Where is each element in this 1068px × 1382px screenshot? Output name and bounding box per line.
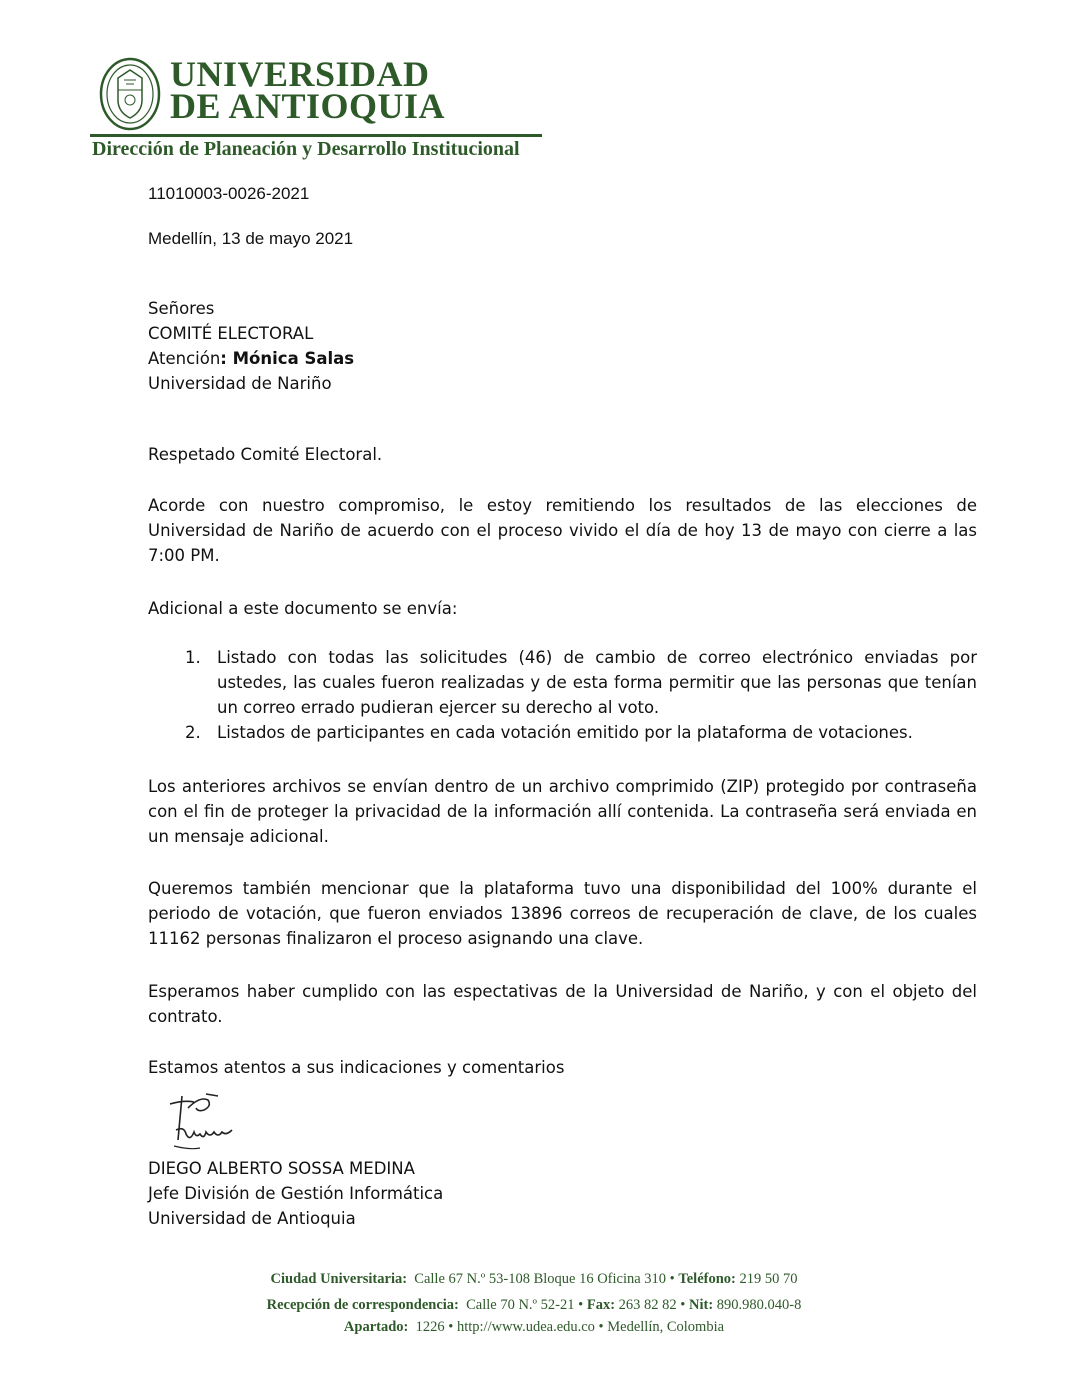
place-date: Medellín, 13 de mayo 2021 (148, 229, 354, 248)
footer-line-3 (0, 1319, 1068, 1336)
signer-name: DIEGO ALBERTO SOSSA MEDINA (148, 1159, 415, 1178)
paragraph-results: Acorde con nuestro compromiso, le estoy remitiendo los resultados de las elecciones de Universidad de Nariño de acuerdo con el proceso vivido el día de hoy 13 de mayo con cierre a las 7:00 PM. (148, 496, 977, 565)
signer-block (148, 1156, 443, 1231)
list-item-number: 1. (185, 648, 201, 667)
header-divider (90, 134, 542, 137)
footer-text: 890.980.040-8 (716, 1297, 802, 1313)
footer-label: Fax: (586, 1297, 616, 1313)
signer-title: Jefe División de Gestión Informática (148, 1184, 444, 1203)
footer-label: Recepción de correspondencia: (266, 1297, 459, 1313)
footer-label: Teléfono: (678, 1271, 736, 1287)
list-item-text: Listados de participantes en cada votación emitido por la plataforma de votaciones. (217, 723, 913, 742)
list-item (148, 645, 977, 720)
reference-number: 11010003-0026-2021 (148, 184, 310, 203)
footer-text: Calle 70 N.º 52-21 • (466, 1297, 584, 1313)
list-item-number: 2. (185, 723, 201, 742)
attention-name: Mónica Salas (232, 349, 355, 368)
paragraph-attachments-intro: Adicional a este documento se envía: (148, 599, 458, 618)
closing-line: Estamos atentos a sus indicaciones y comentarios (148, 1058, 565, 1077)
list-item (148, 720, 977, 745)
handwritten-signature (160, 1090, 250, 1160)
university-seal-icon (98, 56, 162, 132)
signer-institution: Universidad de Antioquia (148, 1209, 356, 1228)
footer-line-2 (0, 1297, 1068, 1314)
attachments-list (148, 645, 977, 745)
attention-colon: : (220, 349, 233, 368)
footer-label: Apartado: (343, 1319, 409, 1335)
department-name: Dirección de Planeación y Desarrollo Institucional (92, 138, 520, 160)
attention-label: Atención (148, 349, 221, 368)
footer-text: 219 50 70 (739, 1271, 798, 1287)
recipient-salutation: Señores (148, 299, 215, 318)
paragraph-zip-files: Los anteriores archivos se envían dentro de un archivo comprimido (ZIP) protegido por contraseña con el fin de proteger la privacidad de la información allí contenida. La contraseña será enviada en un mensaje adicional. (148, 777, 977, 846)
footer-text: 263 82 82 • (618, 1297, 686, 1313)
university-name-line2: DE ANTIOQUIA (170, 86, 446, 126)
letterhead (90, 52, 560, 162)
university-name (170, 54, 446, 126)
paragraph-platform-stats: Queremos también mencionar que la plataforma tuvo una disponibilidad del 100% durante el periodo de votación, que fueron enviados 13896 correos de recuperación de clave, de los cuales 11162 personas finalizaron el proceso asignando una clave. (148, 879, 977, 948)
recipient-attention (148, 346, 354, 371)
recipient-institution: Universidad de Nariño (148, 374, 332, 393)
footer-label: Ciudad Universitaria: (270, 1271, 408, 1287)
footer-line-1 (0, 1271, 1068, 1288)
footer-text: 1226 • http://www.udea.edu.co • Medellín, Colombia (415, 1319, 725, 1335)
footer-text: Calle 67 N.º 53-108 Bloque 16 Oficina 310 • (414, 1271, 675, 1287)
university-name-line1: UNIVERSIDAD (170, 54, 430, 94)
list-item-text: Listado con todas las solicitudes (46) de cambio de correo electrónico enviadas por ustedes, las cuales fueron realizadas y de esta forma permitir que las personas que tenían un correo errado pudieran ejercer su derecho al voto. (217, 648, 977, 717)
paragraph-expectations: Esperamos haber cumplido con las espectativas de la Universidad de Nariño, y con el objeto del contrato. (148, 982, 977, 1026)
recipient-committee: COMITÉ ELECTORAL (148, 324, 314, 343)
footer-label: Nit: (688, 1297, 714, 1313)
recipient-block (148, 296, 354, 396)
greeting: Respetado Comité Electoral. (148, 445, 383, 464)
